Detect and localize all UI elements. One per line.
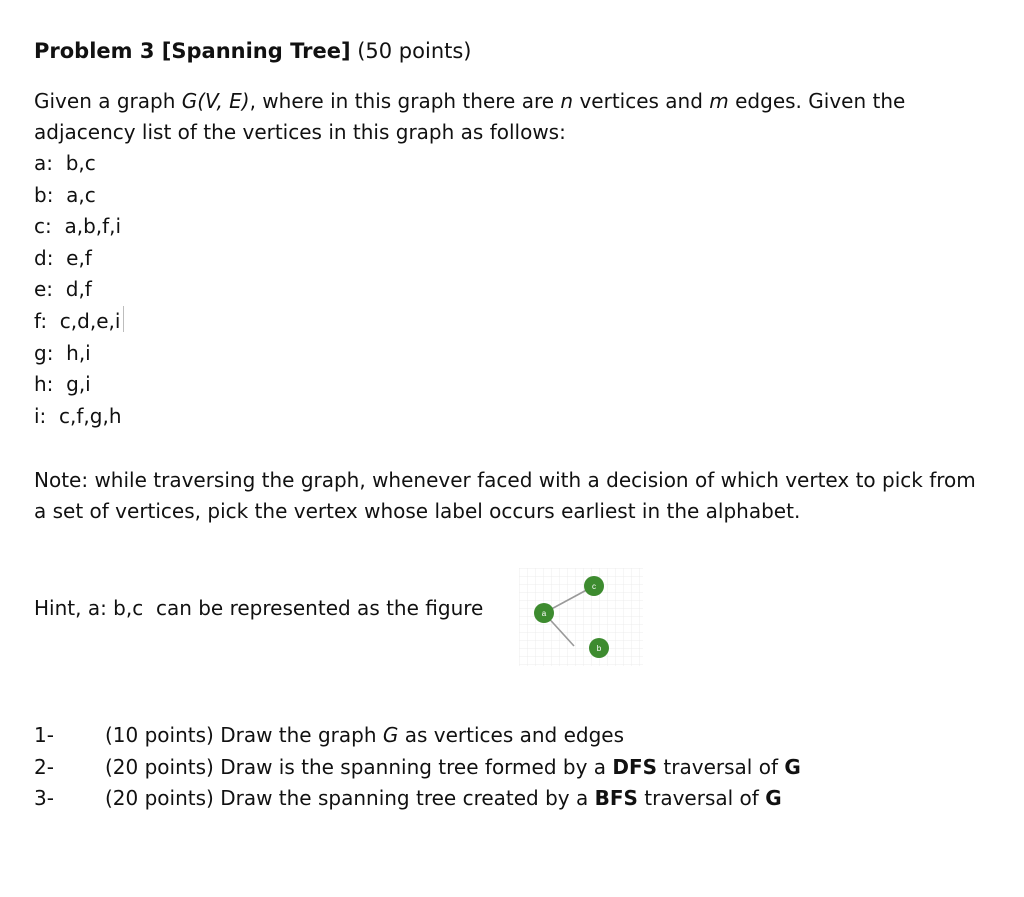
adjacency-row-with-cursor	[34, 306, 994, 338]
adjacency-row: e: d,f	[34, 277, 92, 302]
intro-text-2: , where in this graph there are	[249, 89, 561, 113]
task-number: 1-	[34, 723, 54, 747]
hint-section	[34, 568, 734, 668]
adjacency-list	[34, 148, 994, 432]
task-text: as vertices and edges	[398, 723, 625, 747]
task-text: (10 points) Draw the graph	[105, 723, 383, 747]
task-item-1	[34, 720, 801, 752]
task-number: 3-	[34, 786, 54, 811]
node-b	[589, 638, 609, 658]
task-item-2	[34, 752, 801, 784]
task-bold-term: BFS	[594, 786, 638, 811]
node-c-label: c	[592, 582, 596, 591]
adjacency-row: h: g,i	[34, 372, 91, 397]
task-list	[34, 720, 801, 815]
intro-paragraph	[34, 86, 994, 148]
task-bold-symbol: G	[765, 786, 782, 811]
adjacency-row: c: a,b,f,i	[34, 214, 122, 239]
problem-title-points: (50 points)	[350, 39, 472, 63]
task-italic-symbol: G	[382, 723, 399, 747]
task-text: traversal of	[657, 754, 785, 779]
task-text: (20 points) Draw the spanning tree created by a	[105, 786, 595, 811]
task-bold-symbol: G	[784, 754, 801, 779]
adjacency-row: g: h,i	[34, 340, 91, 365]
adjacency-row-text: f: c,d,e,i	[34, 308, 121, 333]
task-text: (20 points) Draw is the spanning tree formed by a	[105, 754, 613, 779]
text-cursor	[123, 306, 124, 332]
intro-m-symbol: m	[709, 89, 729, 113]
node-a-label: a	[541, 609, 547, 618]
node-b-label: b	[596, 644, 602, 653]
task-number: 2-	[34, 754, 54, 779]
task-bold-term: DFS	[612, 754, 658, 779]
intro-n-symbol: n	[560, 89, 574, 113]
hint-figure	[519, 568, 643, 666]
adjacency-row: b: a,c	[34, 182, 96, 207]
hint-text: Hint, a: b,c can be represented as the figure	[34, 596, 484, 620]
node-a	[534, 603, 554, 623]
node-c	[584, 576, 604, 596]
intro-text-1: Given a graph	[34, 89, 182, 113]
adjacency-row: a: b,c	[34, 151, 96, 175]
adjacency-row: i: c,f,g,h	[34, 403, 122, 428]
adjacency-row: d: e,f	[34, 245, 92, 270]
intro-graph-symbol: G(V, E)	[181, 89, 250, 113]
problem-title	[34, 36, 994, 66]
task-item-3	[34, 783, 801, 815]
note-paragraph: Note: while traversing the graph, whenever faced with a decision of which vertex to pick from a set of vertices, pick the vertex whose label occurs earliest in the alphabet.	[34, 468, 976, 524]
problem-title-bold: Problem 3 [Spanning Tree]	[34, 39, 351, 63]
intro-text-4: edges. Given the adjacency list of the vertices in this graph as follows:	[34, 89, 906, 144]
intro-text-3: vertices and	[573, 89, 710, 113]
document-page	[34, 36, 994, 653]
task-text: traversal of	[637, 786, 766, 811]
